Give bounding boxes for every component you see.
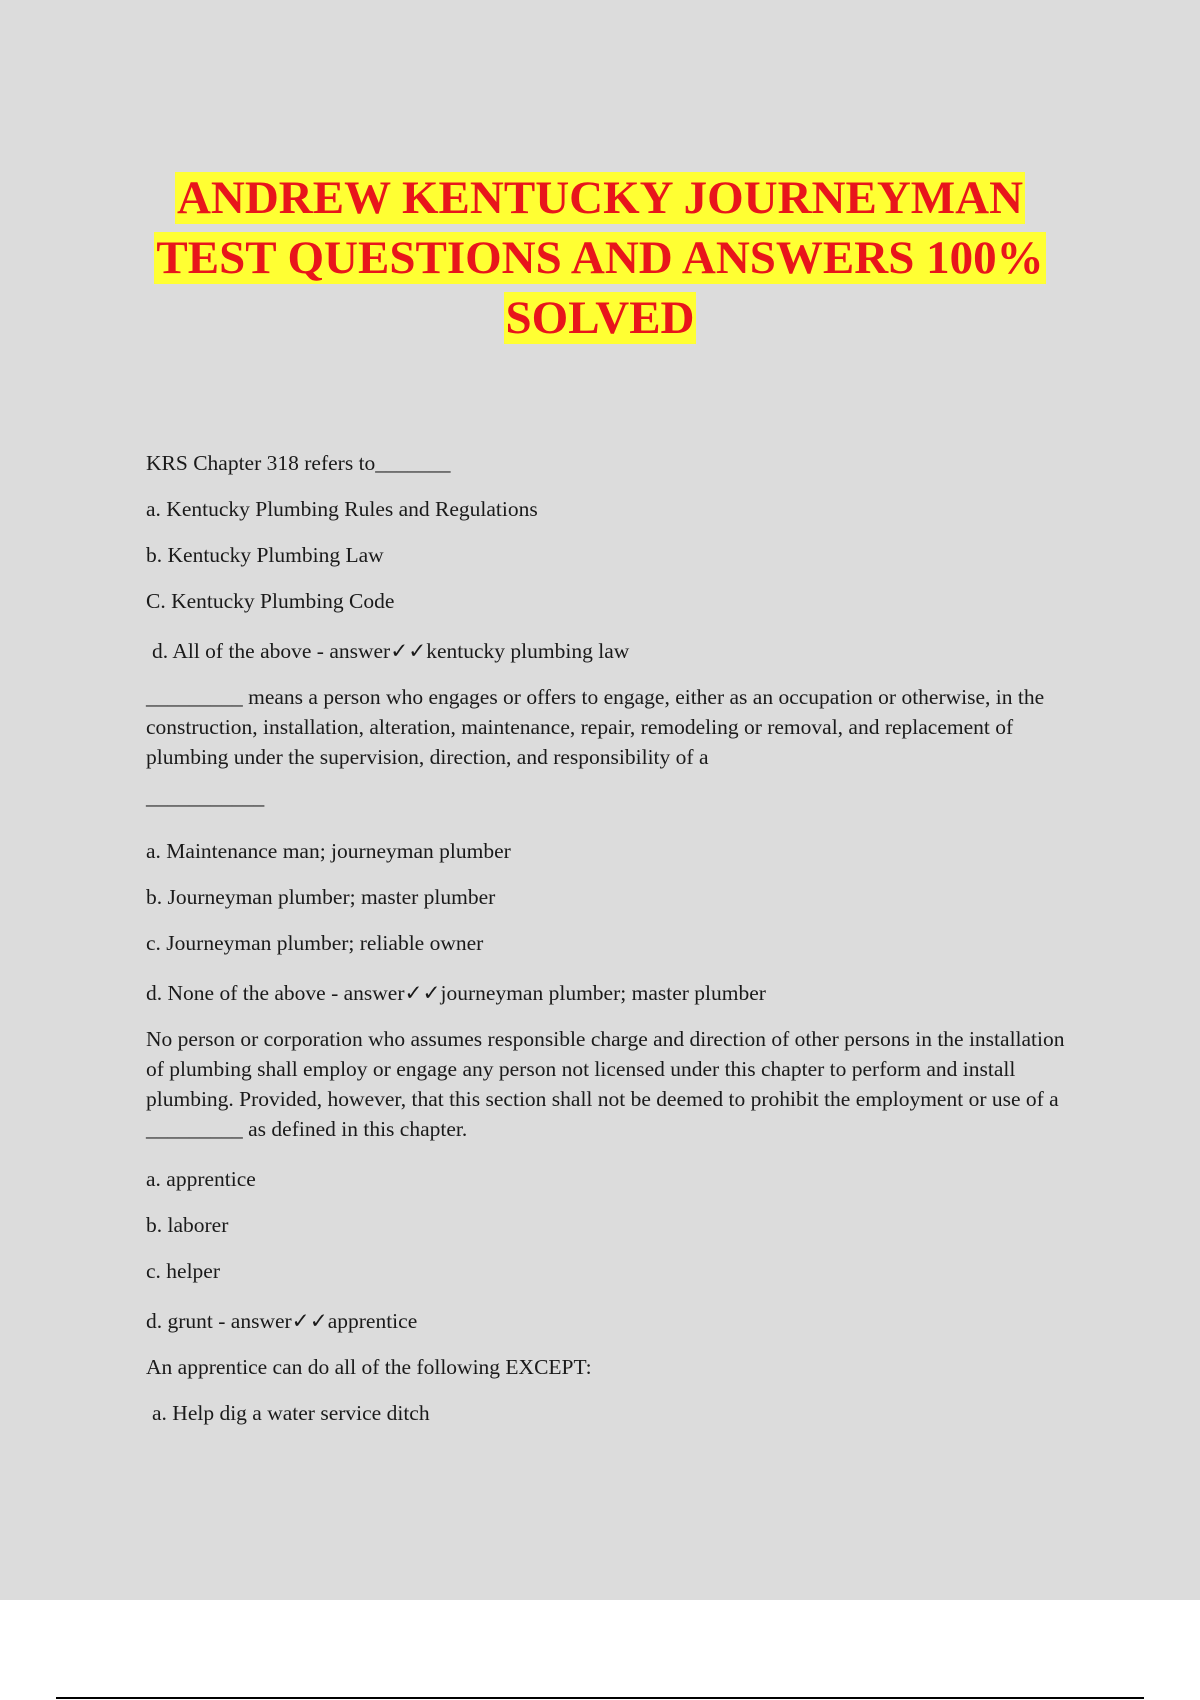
question-2-prompt: _________ means a person who engages or offers to engage, either as an occupation or otherwise, in the construction, installation, alteration, maintenance, repair, remodeling or removal, and replacement of plumbing under the supervision, direction, and responsibility of a <box>146 685 1045 769</box>
question-1-answer: d. All of the above - answer✓✓kentucky plumbing law <box>152 639 630 663</box>
question-2-answer: d. None of the above - answer✓✓journeyman plumber; master plumber <box>146 981 766 1005</box>
question-4-prompt: An apprentice can do all of the following EXCEPT: <box>146 1355 592 1379</box>
document-title <box>0 168 1200 348</box>
question-3-prompt: No person or corporation who assumes responsible charge and direction of other persons in the installation of plumbing shall employ or engage any person not licensed under this chapter to perform and install plumbing. Provided, however, that this section shall not be deemed to prohibit the employment or use of a _________ as defined in this chapter. <box>146 1027 1065 1141</box>
question-3-answer: d. grunt - answer✓✓apprentice <box>146 1309 418 1333</box>
question-1-option-c: C. Kentucky Plumbing Code <box>146 589 395 613</box>
question-1-prompt: KRS Chapter 318 refers to_______ <box>146 451 451 475</box>
question-2-option-a: a. Maintenance man; journeyman plumber <box>146 839 511 863</box>
footer-divider <box>56 1697 1144 1699</box>
question-3-option-b: b. laborer <box>146 1213 229 1237</box>
question-2-option-c: c. Journeyman plumber; reliable owner <box>146 931 484 955</box>
question-3-option-c: c. helper <box>146 1259 221 1283</box>
question-1-option-b: b. Kentucky Plumbing Law <box>146 543 384 567</box>
title-line-3: SOLVED <box>505 292 695 344</box>
title-line-2: TEST QUESTIONS AND ANSWERS 100% <box>156 232 1044 284</box>
title-line-1: ANDREW KENTUCKY JOURNEYMAN <box>176 172 1024 224</box>
question-2-blank: ___________ <box>146 785 265 809</box>
question-2-option-b: b. Journeyman plumber; master plumber <box>146 885 496 909</box>
question-4-option-a: a. Help dig a water service ditch <box>152 1401 430 1425</box>
question-3-option-a: a. apprentice <box>146 1167 256 1191</box>
document-body <box>146 448 1076 1444</box>
question-1-option-a: a. Kentucky Plumbing Rules and Regulations <box>146 497 538 521</box>
